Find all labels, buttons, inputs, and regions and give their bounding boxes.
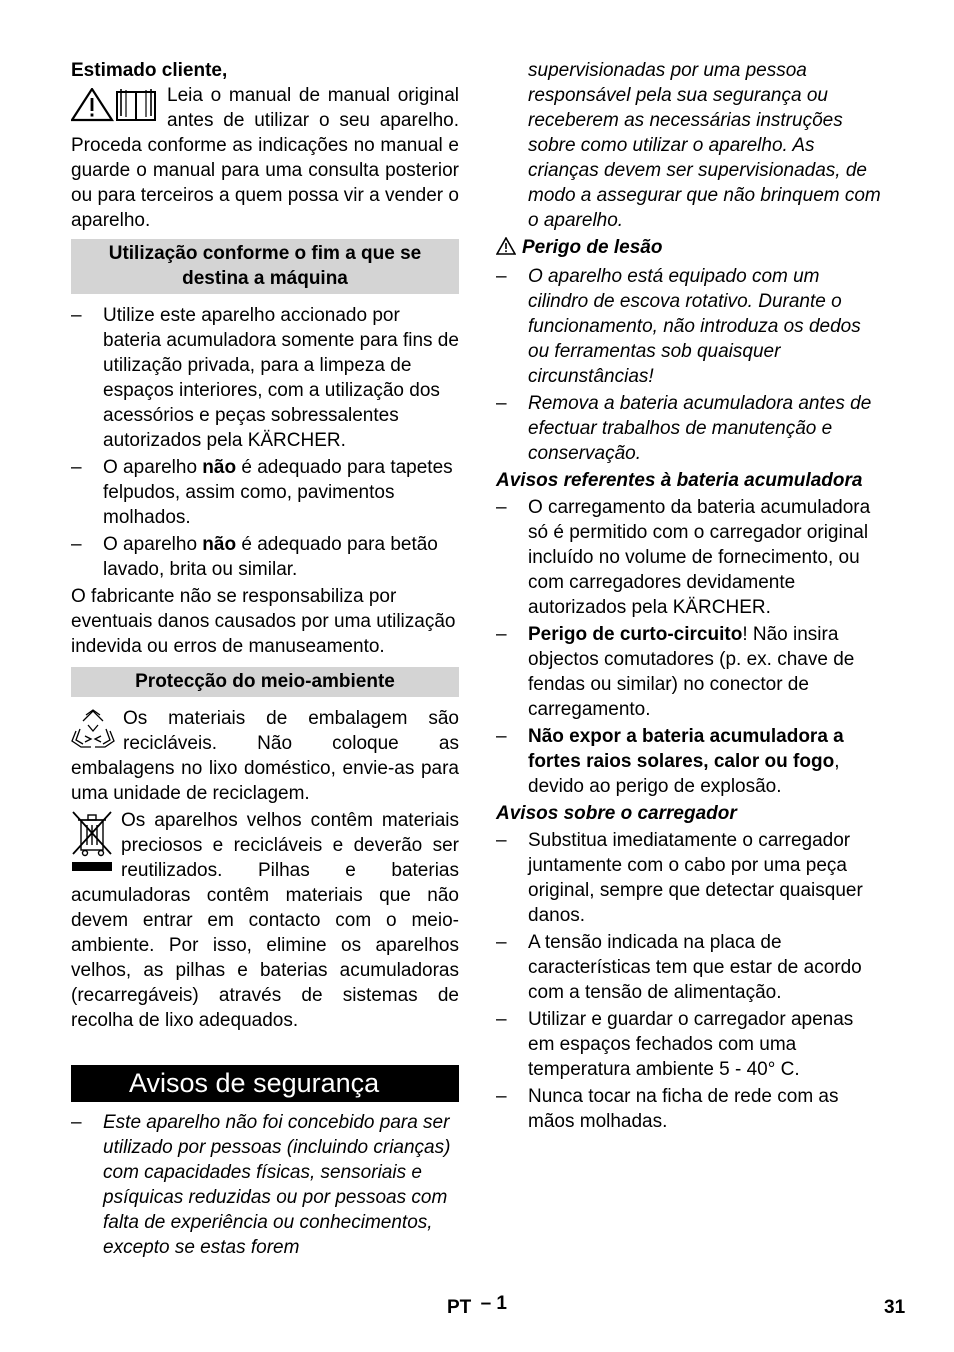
intro-text: Leia o manual de manual original antes de utilizar o seu aparelho. Proceda conforme as indicações no manual e guarde o manual para uma consulta posterior ou para terceiros a quem possa vir a vender o aparelho.: [71, 85, 459, 231]
recycle-text: Os materiais de embalagem são recicláveis. Não coloque as embalagens no lixo doméstico, envie-as para uma unidade de reciclagem.: [71, 708, 459, 804]
list-item: – Remova a bateria acumuladora antes de efectuar trabalhos de manutenção e conservação.: [496, 393, 872, 464]
danger-list: [496, 264, 884, 466]
list-item: – Este aparelho não foi concebido para ser utilizado por pessoas (incluindo crianças) com capacidades físicas, sensoriais e psíquicas reduzidas ou por pessoas com falta de experiência ou conhecimentos, excepto se estas forem: [71, 1112, 451, 1258]
left-column: [71, 58, 459, 1262]
recycle-block: [71, 706, 459, 806]
crossed-bin-icon: [71, 810, 113, 881]
safety-list: [71, 1110, 459, 1260]
charger-list: [496, 828, 884, 1134]
list-item: – A tensão indicada na placa de características tem que estar de acordo com a tensão de alimentação.: [496, 932, 862, 1003]
list-item: – Nunca tocar na ficha de rede com as mãos molhadas.: [496, 1086, 839, 1132]
list-item: – O aparelho não é adequado para betão lavado, brita ou similar.: [71, 534, 438, 580]
section-title-environment: Protecção do meio-ambiente: [71, 667, 459, 697]
list-item: – Substitua imediatamente o carregador juntamente com o cabo por uma peça original, sempre que detectar quaisquer danos.: [496, 830, 863, 926]
manufacturer-note: O fabricante não se responsabiliza por eventuais danos causados por uma utilização indevida ou erros de manuseamento.: [71, 586, 456, 657]
page-number: 31: [884, 1297, 906, 1318]
list-item: – Utilizar e guardar o carregador apenas em espaços fechados com uma temperatura ambiente 5 - 40° C.: [496, 1009, 854, 1080]
language-code: PT: [447, 1297, 472, 1318]
list-item: – O aparelho está equipado com um cilindro de escova rotativo. Durante o funcionamento, não introduza os dedos ou ferramentas sob quaisquer circunstâncias!: [496, 266, 861, 387]
list-item: – Não expor a bateria acumuladora a fortes raios solares, calor ou fogo, devido ao perigo de explosão.: [496, 726, 844, 797]
warning-icon: [496, 237, 516, 262]
list-item: – Perigo de curto-circuito! Não insira objectos comutadores (p. ex. chave de fendas ou similar) no conector de carregamento.: [496, 624, 855, 720]
list-item: – O aparelho não é adequado para tapetes felpudos, assim como, pavimentos molhados.: [71, 457, 453, 528]
section-title-intended-use: Utilização conforme o fim a que se destina a máquina: [71, 239, 459, 294]
charger-heading: Avisos sobre o carregador: [496, 803, 737, 824]
warning-icon: [71, 88, 159, 122]
greeting: Estimado cliente,: [71, 60, 228, 81]
footer-language: [447, 1295, 507, 1320]
list-item: – Utilize este aparelho accionado por bateria acumuladora somente para fins de utilização privada, para a limpeza de espaços interiores, com a utilização dos acessórios e peças sobressalentes autorizados pela KÄRCHER.: [71, 305, 459, 451]
battery-list: [496, 495, 884, 799]
sub-page: – 1: [480, 1293, 507, 1314]
safety-item-continued: supervisionadas por uma pessoa responsável pela sua segurança ou receberem as necessárias instruções sobre como utilizar o aparelho. As crianças devem ser supervisionadas, de modo a assegurar que não brinquem com o aparelho.: [528, 60, 881, 231]
intro-icons: [71, 88, 159, 129]
right-column: [496, 58, 884, 1136]
list-item: – O carregamento da bateria acumuladora só é permitido com o carregador original incluído no volume de fornecimento, ou com carregadores devidamente autorizados pela KÄRCHER.: [496, 497, 871, 618]
weee-block: [71, 808, 459, 1033]
weee-text: Os aparelhos velhos contêm materiais preciosos e recicláveis e deverão ser reutilizados. Pilhas e baterias acumuladoras contêm materiais que não devem entrar em contacto com o meio-ambiente. Por isso, elimine os aparelhos velhos, as pilhas e baterias acumuladoras (recarregáveis) através de sistemas de recolha de lixo adequados.: [71, 810, 459, 1031]
danger-heading: Perigo de lesão: [496, 235, 884, 262]
section-title-safety: Avisos de segurança: [71, 1065, 459, 1102]
manual-book-icon: [117, 89, 155, 120]
intro-block: [71, 83, 459, 233]
recycle-icon: [71, 709, 115, 756]
battery-heading: Avisos referentes à bateria acumuladora: [496, 470, 863, 491]
intended-use-list: [71, 303, 459, 582]
